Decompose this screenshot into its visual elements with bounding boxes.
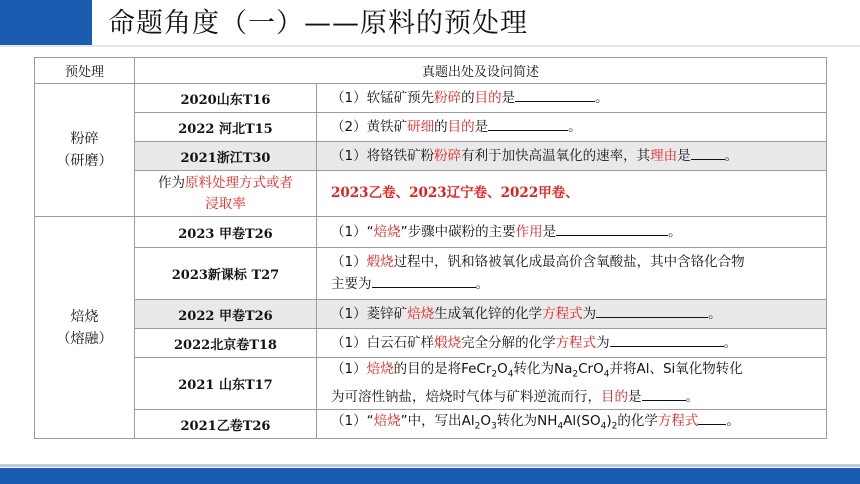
question-cell xyxy=(317,300,827,329)
question-text: 完全分解的化学 xyxy=(461,335,556,351)
answer-blank xyxy=(642,386,686,401)
question-text: 为可溶性钠盐，焙烧时气体与矿料逆流而行， xyxy=(331,388,601,405)
title-accent-block xyxy=(0,0,92,46)
category-crushing xyxy=(35,84,135,217)
highlight-keyword: 焙烧 xyxy=(407,306,435,322)
question-text: （1） xyxy=(331,254,367,270)
question-text: 。 xyxy=(685,388,699,405)
answer-blank xyxy=(515,87,595,102)
highlight-keyword: 煅烧 xyxy=(434,335,462,351)
question-text: 主要为 xyxy=(331,276,372,292)
table-row xyxy=(35,142,827,171)
table-row xyxy=(35,410,827,439)
answer-blank xyxy=(488,116,568,131)
question-text: ”中，写出Al xyxy=(400,413,475,430)
highlight-keyword: 方程式 xyxy=(542,306,583,322)
answer-blank xyxy=(372,273,476,288)
highlight-keyword: 目的 xyxy=(601,388,628,405)
category-label: 粉碎 xyxy=(70,131,99,147)
question-text: 。 xyxy=(568,119,582,135)
subscript: 2 xyxy=(474,421,481,432)
question-text: 过程中，钒和铬被氧化成最高价含氧酸盐，其中含铬化合物 xyxy=(393,254,745,270)
question-text: （1）菱锌矿 xyxy=(331,306,408,322)
question-cell xyxy=(317,217,827,248)
footer-stripe xyxy=(0,464,860,467)
question-text: 的 xyxy=(434,119,448,135)
question-text: 的目的是将FeCr xyxy=(393,361,492,378)
source-cell: 2023新课标 T27 xyxy=(135,248,317,300)
question-cell xyxy=(317,358,827,410)
subscript: 4 xyxy=(600,421,607,432)
question-text: 转化为NH xyxy=(496,413,558,430)
question-text: 转化为Na xyxy=(513,361,573,378)
question-text: 。 xyxy=(708,306,722,322)
header-pretreatment: 预处理 xyxy=(35,58,135,84)
question-text: （1）将铬铁矿粉 xyxy=(331,148,435,164)
highlight-keyword: 目的 xyxy=(447,119,475,135)
subscript: 2 xyxy=(611,421,618,432)
subscript: 4 xyxy=(557,421,564,432)
question-cell xyxy=(317,248,827,300)
question-text: 是 xyxy=(501,90,516,106)
question-text: 有利于加快高温氧化的速率，其 xyxy=(461,148,651,164)
highlight-keyword: 研细 xyxy=(407,119,435,135)
subscript: 2 xyxy=(572,369,579,380)
table-row xyxy=(35,113,827,142)
subscript: 4 xyxy=(603,369,610,380)
question-text: （2）黄铁矿 xyxy=(331,119,408,135)
source-cell: 2023 甲卷T26 xyxy=(135,217,317,248)
highlight-keyword: 粉碎 xyxy=(434,148,462,164)
answer-blank xyxy=(556,221,668,236)
source-cell: 2022北京卷T18 xyxy=(135,329,317,358)
source-cell: 2020山东T16 xyxy=(135,84,317,113)
page-title: 命题角度（一）——原料的预处理 xyxy=(108,8,528,39)
question-text: 是 xyxy=(677,148,691,164)
question-text: CrO xyxy=(578,361,604,378)
question-cell xyxy=(317,84,827,113)
subscript: 2 xyxy=(491,369,498,380)
highlight-keyword: 煅烧 xyxy=(366,254,394,270)
question-text: Al(SO xyxy=(563,413,601,430)
table-row xyxy=(35,329,827,358)
question-text: 。 xyxy=(475,276,489,292)
answer-blank xyxy=(691,145,725,160)
highlight-keyword: 理由 xyxy=(650,148,678,164)
question-text: 的 xyxy=(461,90,475,106)
highlight-keyword: 方程式 xyxy=(657,413,699,430)
question-text: （1）白云石矿样 xyxy=(331,335,435,351)
table-row xyxy=(35,84,827,113)
source-cell: 2021浙江T30 xyxy=(135,142,317,171)
source-cell: 2021乙卷T26 xyxy=(135,410,317,439)
question-text: 。 xyxy=(668,224,682,240)
question-text: 生成氧化锌的化学 xyxy=(434,306,543,322)
table-row xyxy=(35,358,827,410)
table-header-row xyxy=(35,58,827,84)
question-text: 。 xyxy=(595,90,609,106)
answer-blank xyxy=(610,332,724,347)
question-text: O xyxy=(497,361,508,378)
subscript: 3 xyxy=(490,421,497,432)
question-text: 为 xyxy=(596,335,610,351)
table-row xyxy=(35,248,827,300)
question-cell xyxy=(317,142,827,171)
highlight-keyword: 焙烧 xyxy=(373,413,401,430)
answer-blank xyxy=(596,303,708,318)
highlight-keyword: 粉碎 xyxy=(434,90,462,106)
question-cell xyxy=(317,113,827,142)
question-text: ”步骤中碳粉的主要 xyxy=(400,224,516,240)
highlight-keyword: 目的 xyxy=(474,90,502,106)
footer-bar xyxy=(0,468,860,484)
question-cell xyxy=(317,410,827,439)
category-roasting xyxy=(35,217,135,439)
table-row xyxy=(35,217,827,248)
question-text: 。 xyxy=(724,148,739,164)
source-cell xyxy=(135,171,317,217)
title-underline xyxy=(0,45,860,47)
question-text: O xyxy=(480,413,491,430)
question-text: （1）“ xyxy=(331,224,374,240)
question-text: （1）软锰矿预先 xyxy=(331,90,435,106)
exam-list-note: 2023乙卷、2023辽宁卷、2022甲卷、 xyxy=(331,185,579,201)
category-sublabel: （熔融） xyxy=(56,330,113,347)
title-bar xyxy=(0,0,860,46)
highlight-keyword: 方程式 xyxy=(555,335,597,351)
question-text: （1）“ xyxy=(331,413,374,430)
question-cell xyxy=(317,329,827,358)
question-text: 并将Al、Si氧化物转化 xyxy=(609,361,743,378)
highlight-keyword: 作用 xyxy=(515,224,543,240)
question-text: 的化学 xyxy=(617,413,658,430)
question-text: 。 xyxy=(723,335,738,351)
source-cell: 2021 山东T17 xyxy=(135,358,317,410)
category-sublabel: （研磨） xyxy=(56,153,113,169)
header-source-summary: 真题出处及设问简述 xyxy=(135,58,827,84)
pretreatment-table xyxy=(34,57,827,439)
question-text: 是 xyxy=(474,119,489,135)
table-row xyxy=(35,300,827,329)
category-label: 焙烧 xyxy=(70,308,99,325)
highlight-keyword: 原料处理方式或者 xyxy=(185,174,293,191)
question-text: 是 xyxy=(542,224,557,240)
subscript: 4 xyxy=(507,369,514,380)
question-text: （1） xyxy=(331,361,367,378)
highlight-keyword: 焙烧 xyxy=(366,361,394,378)
question-text: ) xyxy=(606,413,612,430)
question-text: 是 xyxy=(628,388,642,405)
question-text: 为 xyxy=(582,306,597,322)
highlight-keyword: 焙烧 xyxy=(373,224,401,240)
note-text: 作为 xyxy=(158,174,185,191)
highlight-keyword: 浸取率 xyxy=(205,195,246,212)
table-row xyxy=(35,171,827,217)
question-cell xyxy=(317,171,827,217)
question-text: 。 xyxy=(726,413,740,430)
source-cell: 2022 甲卷T26 xyxy=(135,300,317,329)
answer-blank xyxy=(698,410,726,425)
source-cell: 2022 河北T15 xyxy=(135,113,317,142)
